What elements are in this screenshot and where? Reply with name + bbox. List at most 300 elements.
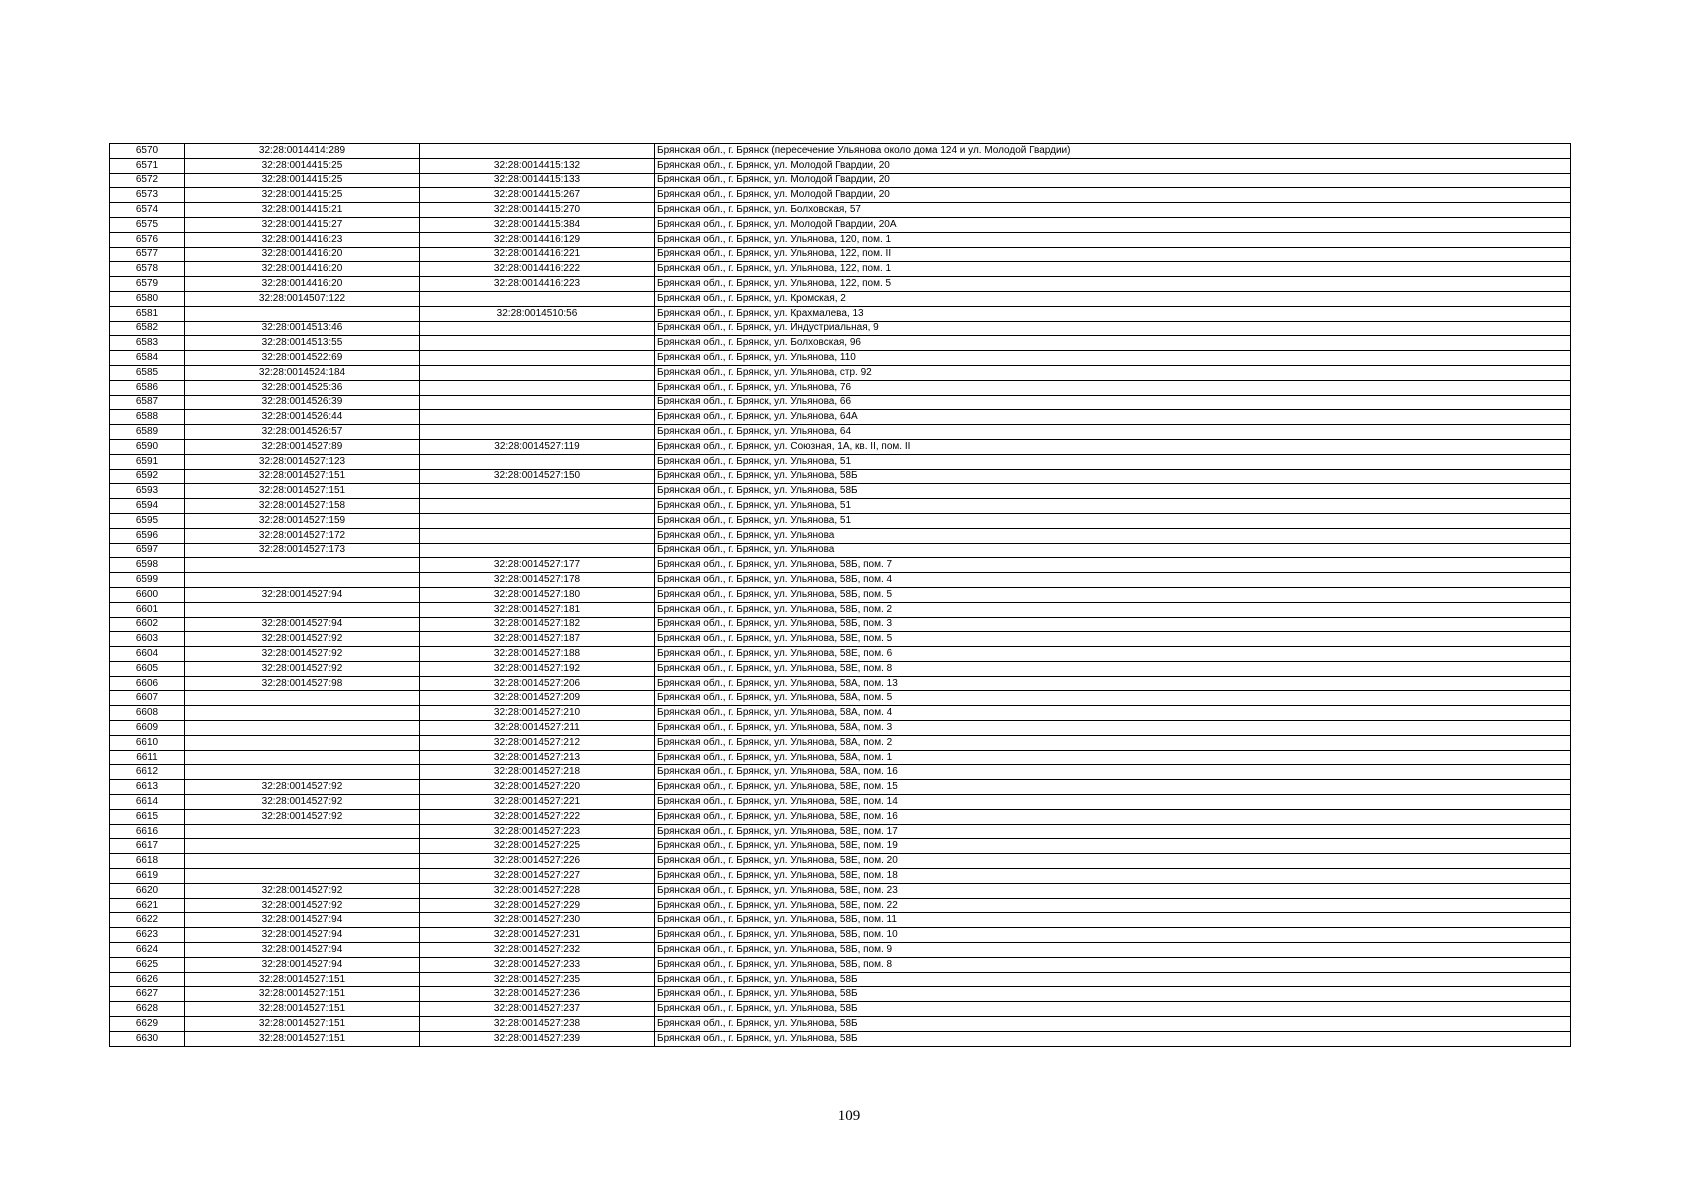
land-cadastral-number-cell: 32:28:0014527:92 bbox=[185, 809, 420, 824]
object-cadastral-number-cell bbox=[420, 395, 655, 410]
row-number-cell: 6582 bbox=[110, 321, 185, 336]
address-cell: Брянская обл., г. Брянск, ул. Ульянова, 120, пом. 1 bbox=[655, 232, 1571, 247]
row-number-cell: 6618 bbox=[110, 854, 185, 869]
row-number-cell: 6626 bbox=[110, 972, 185, 987]
row-number-cell: 6602 bbox=[110, 617, 185, 632]
row-number-cell: 6606 bbox=[110, 676, 185, 691]
table-row bbox=[110, 928, 1571, 943]
land-cadastral-number-cell: 32:28:0014507:122 bbox=[185, 291, 420, 306]
table-row bbox=[110, 336, 1571, 351]
row-number-cell: 6620 bbox=[110, 883, 185, 898]
object-cadastral-number-cell: 32:28:0014527:177 bbox=[420, 558, 655, 573]
object-cadastral-number-cell: 32:28:0014416:222 bbox=[420, 262, 655, 277]
land-cadastral-number-cell: 32:28:0014526:57 bbox=[185, 425, 420, 440]
table-row bbox=[110, 425, 1571, 440]
object-cadastral-number-cell: 32:28:0014527:187 bbox=[420, 632, 655, 647]
land-cadastral-number-cell: 32:28:0014527:92 bbox=[185, 632, 420, 647]
table-row bbox=[110, 647, 1571, 662]
row-number-cell: 6571 bbox=[110, 158, 185, 173]
land-cadastral-number-cell bbox=[185, 765, 420, 780]
table-row bbox=[110, 188, 1571, 203]
table-row bbox=[110, 410, 1571, 425]
row-number-cell: 6588 bbox=[110, 410, 185, 425]
land-cadastral-number-cell: 32:28:0014527:151 bbox=[185, 469, 420, 484]
address-cell: Брянская обл., г. Брянск, ул. Ульянова, 64 bbox=[655, 425, 1571, 440]
address-cell: Брянская обл., г. Брянск, ул. Ульянова, 58Е, пом. 6 bbox=[655, 647, 1571, 662]
table-row bbox=[110, 750, 1571, 765]
object-cadastral-number-cell: 32:28:0014527:229 bbox=[420, 898, 655, 913]
row-number-cell: 6625 bbox=[110, 957, 185, 972]
land-cadastral-number-cell bbox=[185, 706, 420, 721]
land-cadastral-number-cell: 32:28:0014527:151 bbox=[185, 1017, 420, 1032]
object-cadastral-number-cell bbox=[420, 410, 655, 425]
object-cadastral-number-cell: 32:28:0014415:267 bbox=[420, 188, 655, 203]
land-cadastral-number-cell: 32:28:0014527:92 bbox=[185, 647, 420, 662]
table-row bbox=[110, 869, 1571, 884]
address-cell: Брянская обл., г. Брянск, ул. Ульянова, 51 bbox=[655, 513, 1571, 528]
land-cadastral-number-cell: 32:28:0014527:94 bbox=[185, 913, 420, 928]
table-row bbox=[110, 351, 1571, 366]
address-cell: Брянская обл., г. Брянск, ул. Молодой Гвардии, 20А bbox=[655, 217, 1571, 232]
object-cadastral-number-cell bbox=[420, 336, 655, 351]
table-row bbox=[110, 602, 1571, 617]
registry-table bbox=[109, 143, 1571, 1047]
row-number-cell: 6583 bbox=[110, 336, 185, 351]
address-cell: Брянская обл., г. Брянск, ул. Ульянова, 58Б bbox=[655, 469, 1571, 484]
row-number-cell: 6591 bbox=[110, 454, 185, 469]
table-row bbox=[110, 158, 1571, 173]
object-cadastral-number-cell: 32:28:0014527:206 bbox=[420, 676, 655, 691]
object-cadastral-number-cell: 32:28:0014527:209 bbox=[420, 691, 655, 706]
address-cell: Брянская обл., г. Брянск, ул. Ульянова, 58А, пом. 16 bbox=[655, 765, 1571, 780]
land-cadastral-number-cell bbox=[185, 869, 420, 884]
address-cell: Брянская обл., г. Брянск, ул. Ульянова, 58Б bbox=[655, 1002, 1571, 1017]
row-number-cell: 6630 bbox=[110, 1031, 185, 1046]
table-row bbox=[110, 203, 1571, 218]
object-cadastral-number-cell: 32:28:0014527:226 bbox=[420, 854, 655, 869]
object-cadastral-number-cell: 32:28:0014527:188 bbox=[420, 647, 655, 662]
address-cell: Брянская обл., г. Брянск (пересечение Ульянова около дома 124 и ул. Молодой Гвардии) bbox=[655, 144, 1571, 159]
address-cell: Брянская обл., г. Брянск, ул. Ульянова, 58Е, пом. 19 bbox=[655, 839, 1571, 854]
address-cell: Брянская обл., г. Брянск, ул. Болховская, 57 bbox=[655, 203, 1571, 218]
table-row bbox=[110, 291, 1571, 306]
address-cell: Брянская обл., г. Брянск, ул. Ульянова, 58Б, пом. 9 bbox=[655, 943, 1571, 958]
address-cell: Брянская обл., г. Брянск, ул. Ульянова, 58А, пом. 3 bbox=[655, 721, 1571, 736]
object-cadastral-number-cell bbox=[420, 321, 655, 336]
land-cadastral-number-cell: 32:28:0014527:94 bbox=[185, 943, 420, 958]
table-row bbox=[110, 380, 1571, 395]
table-row bbox=[110, 173, 1571, 188]
object-cadastral-number-cell: 32:28:0014527:181 bbox=[420, 602, 655, 617]
table-row bbox=[110, 469, 1571, 484]
land-cadastral-number-cell bbox=[185, 854, 420, 869]
address-cell: Брянская обл., г. Брянск, ул. Ульянова, 58Б, пом. 2 bbox=[655, 602, 1571, 617]
address-cell: Брянская обл., г. Брянск, ул. Ульянова, 58А, пом. 13 bbox=[655, 676, 1571, 691]
table-row bbox=[110, 484, 1571, 499]
object-cadastral-number-cell bbox=[420, 291, 655, 306]
row-number-cell: 6601 bbox=[110, 602, 185, 617]
row-number-cell: 6590 bbox=[110, 439, 185, 454]
row-number-cell: 6589 bbox=[110, 425, 185, 440]
row-number-cell: 6570 bbox=[110, 144, 185, 159]
row-number-cell: 6609 bbox=[110, 721, 185, 736]
object-cadastral-number-cell: 32:28:0014527:233 bbox=[420, 957, 655, 972]
land-cadastral-number-cell: 32:28:0014527:92 bbox=[185, 780, 420, 795]
table-row bbox=[110, 661, 1571, 676]
object-cadastral-number-cell: 32:28:0014415:384 bbox=[420, 217, 655, 232]
object-cadastral-number-cell bbox=[420, 351, 655, 366]
object-cadastral-number-cell bbox=[420, 365, 655, 380]
object-cadastral-number-cell: 32:28:0014527:223 bbox=[420, 824, 655, 839]
row-number-cell: 6613 bbox=[110, 780, 185, 795]
table-row bbox=[110, 632, 1571, 647]
table-row bbox=[110, 365, 1571, 380]
land-cadastral-number-cell: 32:28:0014527:92 bbox=[185, 898, 420, 913]
row-number-cell: 6592 bbox=[110, 469, 185, 484]
address-cell: Брянская обл., г. Брянск, ул. Ульянова, 58Б, пом. 8 bbox=[655, 957, 1571, 972]
address-cell: Брянская обл., г. Брянск, ул. Молодой Гвардии, 20 bbox=[655, 188, 1571, 203]
object-cadastral-number-cell bbox=[420, 425, 655, 440]
land-cadastral-number-cell: 32:28:0014527:158 bbox=[185, 499, 420, 514]
object-cadastral-number-cell: 32:28:0014527:182 bbox=[420, 617, 655, 632]
land-cadastral-number-cell: 32:28:0014527:98 bbox=[185, 676, 420, 691]
object-cadastral-number-cell bbox=[420, 144, 655, 159]
row-number-cell: 6603 bbox=[110, 632, 185, 647]
address-cell: Брянская обл., г. Брянск, ул. Ульянова, 110 bbox=[655, 351, 1571, 366]
row-number-cell: 6605 bbox=[110, 661, 185, 676]
row-number-cell: 6608 bbox=[110, 706, 185, 721]
address-cell: Брянская обл., г. Брянск, ул. Ульянова, 58А, пом. 4 bbox=[655, 706, 1571, 721]
land-cadastral-number-cell: 32:28:0014524:184 bbox=[185, 365, 420, 380]
table-row bbox=[110, 439, 1571, 454]
object-cadastral-number-cell: 32:28:0014527:119 bbox=[420, 439, 655, 454]
land-cadastral-number-cell bbox=[185, 839, 420, 854]
land-cadastral-number-cell: 32:28:0014415:21 bbox=[185, 203, 420, 218]
object-cadastral-number-cell bbox=[420, 528, 655, 543]
address-cell: Брянская обл., г. Брянск, ул. Ульянова, 58Е, пом. 5 bbox=[655, 632, 1571, 647]
row-number-cell: 6586 bbox=[110, 380, 185, 395]
table-row bbox=[110, 321, 1571, 336]
address-cell: Брянская обл., г. Брянск, ул. Ульянова, 58Б bbox=[655, 972, 1571, 987]
table-row bbox=[110, 306, 1571, 321]
object-cadastral-number-cell: 32:28:0014527:192 bbox=[420, 661, 655, 676]
object-cadastral-number-cell: 32:28:0014415:270 bbox=[420, 203, 655, 218]
address-cell: Брянская обл., г. Брянск, ул. Ульянова, 58Е, пом. 8 bbox=[655, 661, 1571, 676]
land-cadastral-number-cell bbox=[185, 721, 420, 736]
row-number-cell: 6624 bbox=[110, 943, 185, 958]
object-cadastral-number-cell bbox=[420, 513, 655, 528]
land-cadastral-number-cell: 32:28:0014527:92 bbox=[185, 661, 420, 676]
land-cadastral-number-cell: 32:28:0014527:151 bbox=[185, 484, 420, 499]
address-cell: Брянская обл., г. Брянск, ул. Ульянова, 58А, пом. 2 bbox=[655, 735, 1571, 750]
table-row bbox=[110, 706, 1571, 721]
address-cell: Брянская обл., г. Брянск, ул. Ульянова, 58Б bbox=[655, 1017, 1571, 1032]
land-cadastral-number-cell: 32:28:0014513:55 bbox=[185, 336, 420, 351]
land-cadastral-number-cell: 32:28:0014513:46 bbox=[185, 321, 420, 336]
row-number-cell: 6604 bbox=[110, 647, 185, 662]
object-cadastral-number-cell: 32:28:0014527:218 bbox=[420, 765, 655, 780]
object-cadastral-number-cell: 32:28:0014416:221 bbox=[420, 247, 655, 262]
land-cadastral-number-cell: 32:28:0014527:159 bbox=[185, 513, 420, 528]
row-number-cell: 6584 bbox=[110, 351, 185, 366]
address-cell: Брянская обл., г. Брянск, ул. Молодой Гвардии, 20 bbox=[655, 158, 1571, 173]
table-row bbox=[110, 780, 1571, 795]
object-cadastral-number-cell: 32:28:0014527:228 bbox=[420, 883, 655, 898]
land-cadastral-number-cell: 32:28:0014416:20 bbox=[185, 247, 420, 262]
object-cadastral-number-cell: 32:28:0014527:180 bbox=[420, 587, 655, 602]
row-number-cell: 6579 bbox=[110, 277, 185, 292]
address-cell: Брянская обл., г. Брянск, ул. Ульянова, 58Б bbox=[655, 987, 1571, 1002]
row-number-cell: 6600 bbox=[110, 587, 185, 602]
table-row bbox=[110, 957, 1571, 972]
address-cell: Брянская обл., г. Брянск, ул. Ульянова, 58А, пом. 1 bbox=[655, 750, 1571, 765]
table-row bbox=[110, 144, 1571, 159]
address-cell: Брянская обл., г. Брянск, ул. Ульянова, 58Е, пом. 16 bbox=[655, 809, 1571, 824]
row-number-cell: 6575 bbox=[110, 217, 185, 232]
table-row bbox=[110, 943, 1571, 958]
row-number-cell: 6612 bbox=[110, 765, 185, 780]
object-cadastral-number-cell: 32:28:0014527:222 bbox=[420, 809, 655, 824]
row-number-cell: 6627 bbox=[110, 987, 185, 1002]
land-cadastral-number-cell: 32:28:0014526:39 bbox=[185, 395, 420, 410]
table-row bbox=[110, 499, 1571, 514]
address-cell: Брянская обл., г. Брянск, ул. Ульянова, 122, пом. 1 bbox=[655, 262, 1571, 277]
address-cell: Брянская обл., г. Брянск, ул. Ульянова, 58Б bbox=[655, 1031, 1571, 1046]
table-row bbox=[110, 573, 1571, 588]
table-row bbox=[110, 839, 1571, 854]
object-cadastral-number-cell: 32:28:0014527:211 bbox=[420, 721, 655, 736]
registry-table-body bbox=[110, 144, 1571, 1047]
object-cadastral-number-cell: 32:28:0014527:212 bbox=[420, 735, 655, 750]
address-cell: Брянская обл., г. Брянск, ул. Ульянова, 58Б, пом. 3 bbox=[655, 617, 1571, 632]
table-row bbox=[110, 1002, 1571, 1017]
row-number-cell: 6576 bbox=[110, 232, 185, 247]
row-number-cell: 6595 bbox=[110, 513, 185, 528]
object-cadastral-number-cell bbox=[420, 543, 655, 558]
object-cadastral-number-cell: 32:28:0014510:56 bbox=[420, 306, 655, 321]
address-cell: Брянская обл., г. Брянск, ул. Ульянова, 51 bbox=[655, 499, 1571, 514]
table-row bbox=[110, 883, 1571, 898]
row-number-cell: 6622 bbox=[110, 913, 185, 928]
address-cell: Брянская обл., г. Брянск, ул. Ульянова, 122, пом. II bbox=[655, 247, 1571, 262]
address-cell: Брянская обл., г. Брянск, ул. Ульянова, 58Е, пом. 20 bbox=[655, 854, 1571, 869]
land-cadastral-number-cell bbox=[185, 306, 420, 321]
table-row bbox=[110, 854, 1571, 869]
land-cadastral-number-cell: 32:28:0014527:94 bbox=[185, 928, 420, 943]
land-cadastral-number-cell bbox=[185, 824, 420, 839]
row-number-cell: 6610 bbox=[110, 735, 185, 750]
table-row bbox=[110, 735, 1571, 750]
address-cell: Брянская обл., г. Брянск, ул. Индустриальная, 9 bbox=[655, 321, 1571, 336]
object-cadastral-number-cell: 32:28:0014527:178 bbox=[420, 573, 655, 588]
land-cadastral-number-cell: 32:28:0014527:151 bbox=[185, 1031, 420, 1046]
address-cell: Брянская обл., г. Брянск, ул. Крахмалева, 13 bbox=[655, 306, 1571, 321]
table-row bbox=[110, 395, 1571, 410]
row-number-cell: 6598 bbox=[110, 558, 185, 573]
object-cadastral-number-cell: 32:28:0014527:237 bbox=[420, 1002, 655, 1017]
address-cell: Брянская обл., г. Брянск, ул. Ульянова, 122, пом. 5 bbox=[655, 277, 1571, 292]
object-cadastral-number-cell: 32:28:0014527:239 bbox=[420, 1031, 655, 1046]
object-cadastral-number-cell: 32:28:0014527:232 bbox=[420, 943, 655, 958]
address-cell: Брянская обл., г. Брянск, ул. Ульянова bbox=[655, 543, 1571, 558]
address-cell: Брянская обл., г. Брянск, ул. Ульянова, 58А, пом. 5 bbox=[655, 691, 1571, 706]
object-cadastral-number-cell bbox=[420, 454, 655, 469]
table-row bbox=[110, 262, 1571, 277]
row-number-cell: 6574 bbox=[110, 203, 185, 218]
object-cadastral-number-cell bbox=[420, 484, 655, 499]
address-cell: Брянская обл., г. Брянск, ул. Ульянова, 58Б, пом. 4 bbox=[655, 573, 1571, 588]
row-number-cell: 6615 bbox=[110, 809, 185, 824]
row-number-cell: 6599 bbox=[110, 573, 185, 588]
land-cadastral-number-cell: 32:28:0014526:44 bbox=[185, 410, 420, 425]
object-cadastral-number-cell: 32:28:0014527:221 bbox=[420, 795, 655, 810]
object-cadastral-number-cell: 32:28:0014527:235 bbox=[420, 972, 655, 987]
object-cadastral-number-cell: 32:28:0014415:132 bbox=[420, 158, 655, 173]
row-number-cell: 6577 bbox=[110, 247, 185, 262]
address-cell: Брянская обл., г. Брянск, ул. Кромская, 2 bbox=[655, 291, 1571, 306]
land-cadastral-number-cell: 32:28:0014527:173 bbox=[185, 543, 420, 558]
object-cadastral-number-cell bbox=[420, 499, 655, 514]
row-number-cell: 6596 bbox=[110, 528, 185, 543]
land-cadastral-number-cell: 32:28:0014527:92 bbox=[185, 795, 420, 810]
land-cadastral-number-cell: 32:28:0014527:151 bbox=[185, 1002, 420, 1017]
row-number-cell: 6597 bbox=[110, 543, 185, 558]
table-row bbox=[110, 987, 1571, 1002]
table-row bbox=[110, 232, 1571, 247]
row-number-cell: 6593 bbox=[110, 484, 185, 499]
land-cadastral-number-cell: 32:28:0014527:94 bbox=[185, 617, 420, 632]
table-row bbox=[110, 513, 1571, 528]
row-number-cell: 6587 bbox=[110, 395, 185, 410]
object-cadastral-number-cell: 32:28:0014527:213 bbox=[420, 750, 655, 765]
page-number: 109 bbox=[837, 1108, 861, 1124]
row-number-cell: 6578 bbox=[110, 262, 185, 277]
address-cell: Брянская обл., г. Брянск, ул. Ульянова, 51 bbox=[655, 454, 1571, 469]
object-cadastral-number-cell: 32:28:0014527:231 bbox=[420, 928, 655, 943]
table-row bbox=[110, 617, 1571, 632]
land-cadastral-number-cell: 32:28:0014415:25 bbox=[185, 188, 420, 203]
address-cell: Брянская обл., г. Брянск, ул. Молодой Гвардии, 20 bbox=[655, 173, 1571, 188]
land-cadastral-number-cell: 32:28:0014416:23 bbox=[185, 232, 420, 247]
land-cadastral-number-cell: 32:28:0014527:123 bbox=[185, 454, 420, 469]
object-cadastral-number-cell: 32:28:0014527:220 bbox=[420, 780, 655, 795]
row-number-cell: 6585 bbox=[110, 365, 185, 380]
land-cadastral-number-cell bbox=[185, 750, 420, 765]
table-row bbox=[110, 721, 1571, 736]
row-number-cell: 6628 bbox=[110, 1002, 185, 1017]
land-cadastral-number-cell: 32:28:0014527:151 bbox=[185, 987, 420, 1002]
land-cadastral-number-cell: 32:28:0014415:27 bbox=[185, 217, 420, 232]
land-cadastral-number-cell: 32:28:0014527:94 bbox=[185, 587, 420, 602]
address-cell: Брянская обл., г. Брянск, ул. Союзная, 1А, кв. II, пом. II bbox=[655, 439, 1571, 454]
address-cell: Брянская обл., г. Брянск, ул. Ульянова, 76 bbox=[655, 380, 1571, 395]
table-row bbox=[110, 824, 1571, 839]
land-cadastral-number-cell bbox=[185, 558, 420, 573]
object-cadastral-number-cell: 32:28:0014527:225 bbox=[420, 839, 655, 854]
object-cadastral-number-cell: 32:28:0014527:230 bbox=[420, 913, 655, 928]
address-cell: Брянская обл., г. Брянск, ул. Ульянова, 64А bbox=[655, 410, 1571, 425]
row-number-cell: 6616 bbox=[110, 824, 185, 839]
table-row bbox=[110, 587, 1571, 602]
land-cadastral-number-cell: 32:28:0014522:69 bbox=[185, 351, 420, 366]
row-number-cell: 6572 bbox=[110, 173, 185, 188]
land-cadastral-number-cell: 32:28:0014527:92 bbox=[185, 883, 420, 898]
address-cell: Брянская обл., г. Брянск, ул. Ульянова, 58Е, пом. 22 bbox=[655, 898, 1571, 913]
row-number-cell: 6581 bbox=[110, 306, 185, 321]
table-row bbox=[110, 454, 1571, 469]
address-cell: Брянская обл., г. Брянск, ул. Ульянова, 58Б, пом. 10 bbox=[655, 928, 1571, 943]
table-row bbox=[110, 217, 1571, 232]
address-cell: Брянская обл., г. Брянск, ул. Ульянова, 58Б bbox=[655, 484, 1571, 499]
object-cadastral-number-cell: 32:28:0014416:223 bbox=[420, 277, 655, 292]
table-row bbox=[110, 676, 1571, 691]
address-cell: Брянская обл., г. Брянск, ул. Ульянова, 58Е, пом. 14 bbox=[655, 795, 1571, 810]
table-row bbox=[110, 809, 1571, 824]
table-row bbox=[110, 528, 1571, 543]
row-number-cell: 6607 bbox=[110, 691, 185, 706]
land-cadastral-number-cell: 32:28:0014527:94 bbox=[185, 957, 420, 972]
object-cadastral-number-cell: 32:28:0014415:133 bbox=[420, 173, 655, 188]
address-cell: Брянская обл., г. Брянск, ул. Ульянова, 58Б, пом. 7 bbox=[655, 558, 1571, 573]
object-cadastral-number-cell: 32:28:0014527:236 bbox=[420, 987, 655, 1002]
row-number-cell: 6629 bbox=[110, 1017, 185, 1032]
row-number-cell: 6573 bbox=[110, 188, 185, 203]
address-cell: Брянская обл., г. Брянск, ул. Болховская, 96 bbox=[655, 336, 1571, 351]
address-cell: Брянская обл., г. Брянск, ул. Ульянова, 58Б, пом. 5 bbox=[655, 587, 1571, 602]
land-cadastral-number-cell: 32:28:0014527:172 bbox=[185, 528, 420, 543]
object-cadastral-number-cell: 32:28:0014416:129 bbox=[420, 232, 655, 247]
land-cadastral-number-cell: 32:28:0014415:25 bbox=[185, 158, 420, 173]
table-row bbox=[110, 972, 1571, 987]
row-number-cell: 6623 bbox=[110, 928, 185, 943]
row-number-cell: 6611 bbox=[110, 750, 185, 765]
object-cadastral-number-cell: 32:28:0014527:150 bbox=[420, 469, 655, 484]
table-row bbox=[110, 898, 1571, 913]
table-row bbox=[110, 913, 1571, 928]
table-row bbox=[110, 277, 1571, 292]
address-cell: Брянская обл., г. Брянск, ул. Ульянова, 66 bbox=[655, 395, 1571, 410]
object-cadastral-number-cell: 32:28:0014527:210 bbox=[420, 706, 655, 721]
address-cell: Брянская обл., г. Брянск, ул. Ульянова, 58Е, пом. 18 bbox=[655, 869, 1571, 884]
address-cell: Брянская обл., г. Брянск, ул. Ульянова, стр. 92 bbox=[655, 365, 1571, 380]
land-cadastral-number-cell bbox=[185, 691, 420, 706]
land-cadastral-number-cell: 32:28:0014414:289 bbox=[185, 144, 420, 159]
address-cell: Брянская обл., г. Брянск, ул. Ульянова, 58Б, пом. 11 bbox=[655, 913, 1571, 928]
land-cadastral-number-cell: 32:28:0014527:89 bbox=[185, 439, 420, 454]
land-cadastral-number-cell: 32:28:0014525:36 bbox=[185, 380, 420, 395]
row-number-cell: 6619 bbox=[110, 869, 185, 884]
address-cell: Брянская обл., г. Брянск, ул. Ульянова, 58Е, пом. 15 bbox=[655, 780, 1571, 795]
address-cell: Брянская обл., г. Брянск, ул. Ульянова, 58Е, пом. 23 bbox=[655, 883, 1571, 898]
land-cadastral-number-cell: 32:28:0014527:151 bbox=[185, 972, 420, 987]
row-number-cell: 6614 bbox=[110, 795, 185, 810]
table-row bbox=[110, 1017, 1571, 1032]
table-row bbox=[110, 795, 1571, 810]
table-row bbox=[110, 543, 1571, 558]
table-row bbox=[110, 765, 1571, 780]
row-number-cell: 6594 bbox=[110, 499, 185, 514]
table-row bbox=[110, 691, 1571, 706]
table-row bbox=[110, 1031, 1571, 1046]
table-row bbox=[110, 247, 1571, 262]
table-row bbox=[110, 558, 1571, 573]
land-cadastral-number-cell: 32:28:0014416:20 bbox=[185, 277, 420, 292]
land-cadastral-number-cell: 32:28:0014415:25 bbox=[185, 173, 420, 188]
row-number-cell: 6617 bbox=[110, 839, 185, 854]
land-cadastral-number-cell bbox=[185, 573, 420, 588]
object-cadastral-number-cell bbox=[420, 380, 655, 395]
object-cadastral-number-cell: 32:28:0014527:238 bbox=[420, 1017, 655, 1032]
